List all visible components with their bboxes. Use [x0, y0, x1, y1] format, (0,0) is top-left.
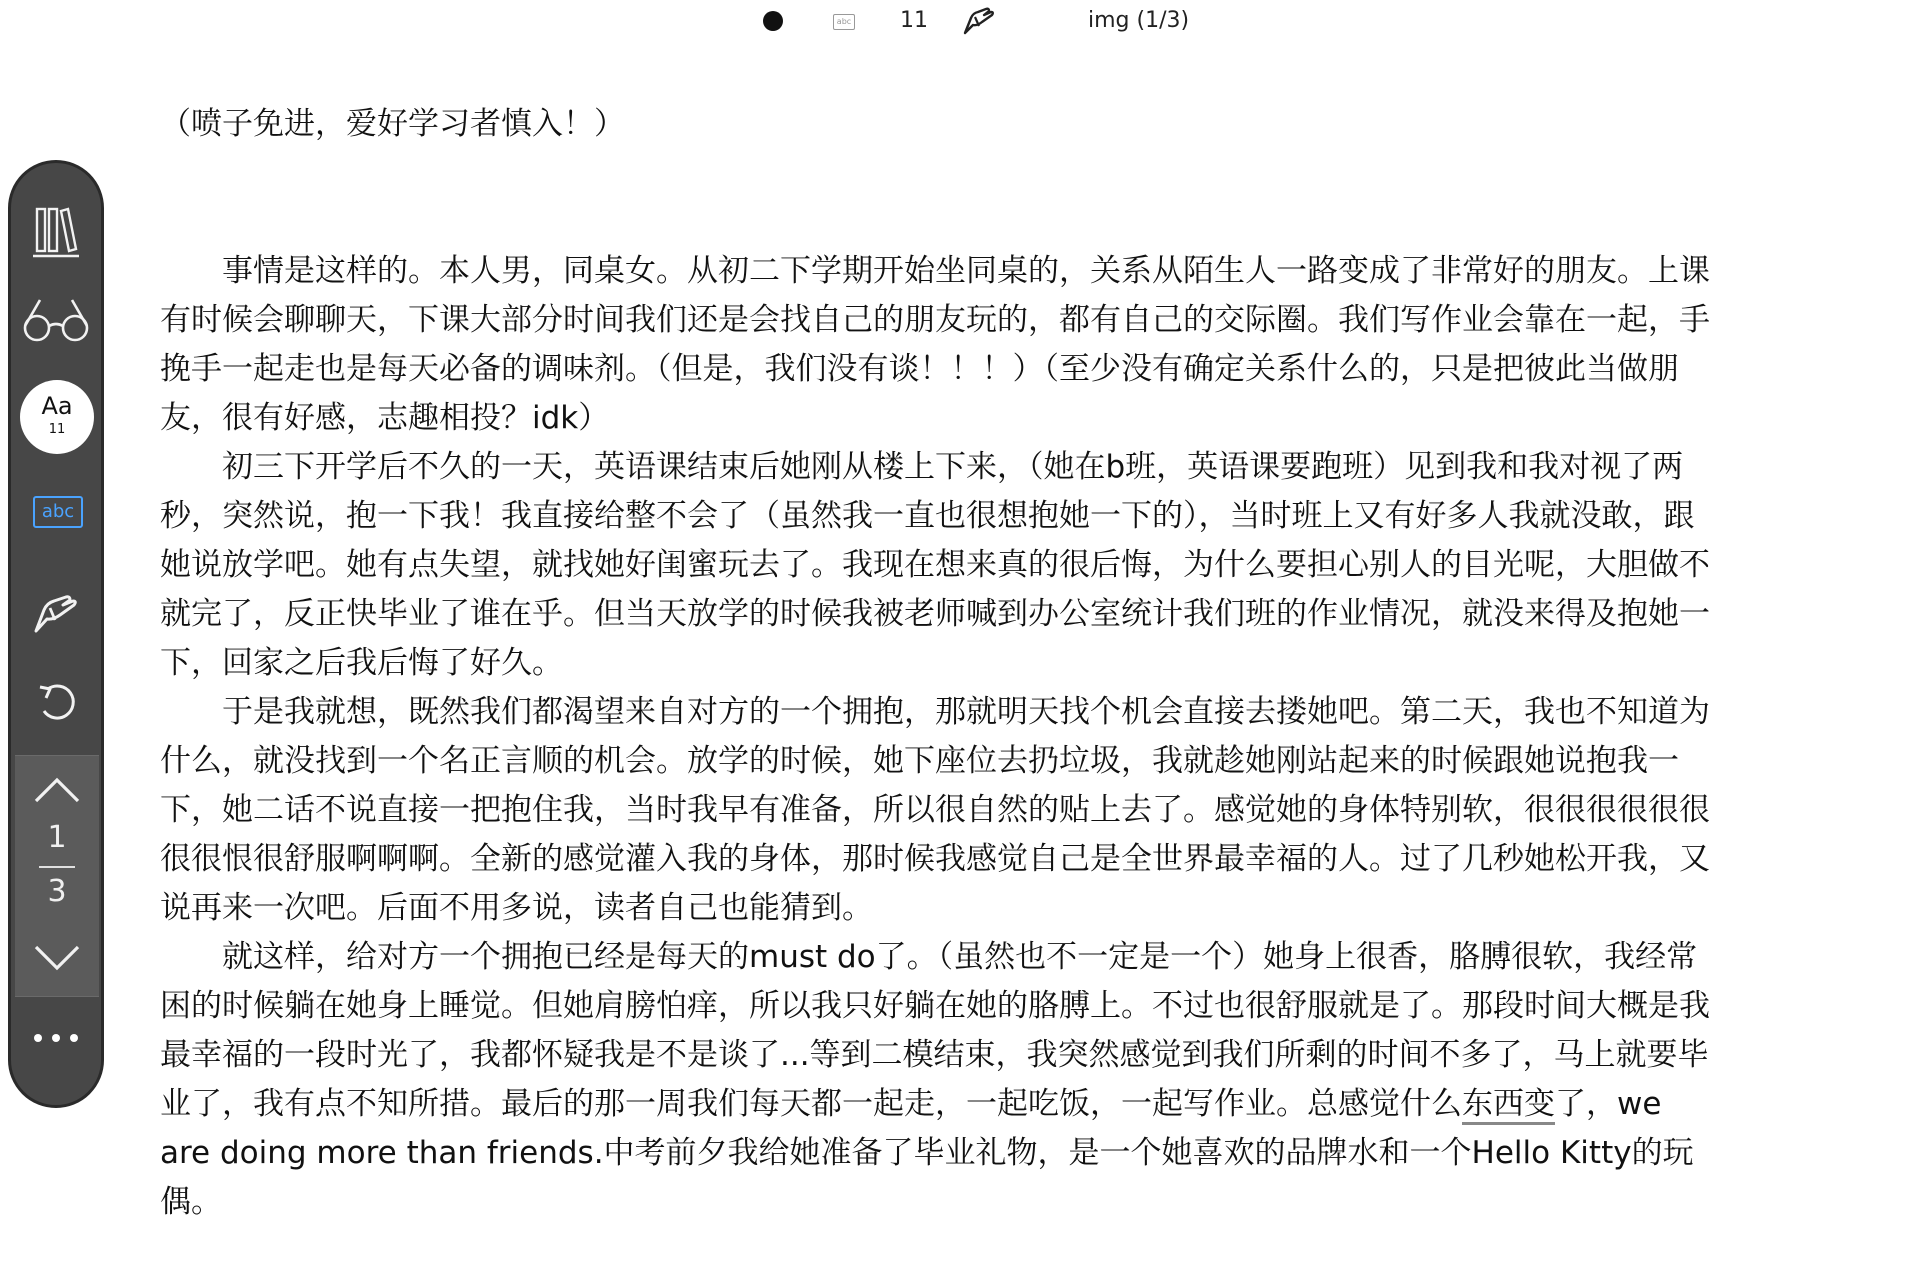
gesture-button[interactable]	[11, 583, 101, 641]
paragraph: 初三下开学后不久的一天，英语课结束后她刚从楼上下来，（她在b班，英语课要跑班）见到我和我对视了两秒，突然说，抱一下我！我直接给整不会了（虽然我一直也很想抱她一下的），当时班上又有好多人我就没敢，跟她说放学吧。她有点失望，就找她好闺蜜玩去了。我现在想来真的很后悔，为什么要担心别人的目光呢，大胆做不就完了，反正快毕业了谁在乎。但当天放学的时候我被老师喊到办公室统计我们班的作业情况，就没来得及抱她一下，回家之后我后悔了好久。	[160, 449, 1710, 681]
font-button-label: Aa	[41, 392, 73, 420]
current-page: 1	[47, 820, 67, 855]
more-dot-icon	[52, 1034, 60, 1042]
undo-button[interactable]	[11, 675, 101, 731]
paragraph: 事情是这样的。本人男，同桌女。从初二下学期开始坐同桌的，关系从陌生人一路变成了非常好的朋友。上课有时候会聊聊天，下课大部分时间我们还是会找自己的朋友玩的，都有自己的交际圈。我们写作业会靠在一起，手挽手一起走也是每天必备的调味剂。（但是，我们没有谈！！！）（至少没有确定关系什么的，只是把彼此当做朋友，很有好感，志趣相投？idk）	[160, 253, 1710, 436]
font-size-button[interactable]	[20, 380, 94, 454]
reader-toolbar	[8, 160, 104, 1108]
font-button-size: 11	[48, 422, 66, 437]
paragraph	[160, 933, 1710, 1227]
more-options-button[interactable]	[11, 1023, 101, 1053]
paragraph-text: 了，we are doing more than friends.中考前夕我给她准备了毕业礼物，是一个她喜欢的品牌水和一个Hello Kitty的玩偶。	[160, 1086, 1694, 1220]
document-body	[160, 100, 1710, 1227]
text-mode-button[interactable]: abc	[33, 496, 83, 528]
reading-glasses-button[interactable]	[11, 291, 101, 351]
undo-icon	[36, 681, 76, 725]
record-dot-icon[interactable]	[763, 11, 783, 31]
font-size-indicator: 11	[900, 8, 928, 33]
library-icon	[31, 203, 81, 259]
page-indicator: img (1/3)	[1088, 8, 1190, 33]
glasses-icon	[20, 296, 92, 346]
paragraph: 于是我就想，既然我们都渴望来自对方的一个拥抱，那就明天找个机会直接去搂她吧。第二天，我也不知道为什么，就没找到一个名正言顺的机会。放学的时候，她下座位去扔垃圾，我就趁她刚站起来的时候跟她说抱我一下，她二话不说直接一把抱住我，当时我早有准备，所以很自然的贴上去了。感觉她的身体特别软，很很很很很很很很恨很舒服啊啊啊。全新的感觉灌入我的身体，那时候我感觉自己是全世界最幸福的人。过了几秒她松开我，又说再来一次吧。后面不用多说，读者自己也能猜到。	[160, 694, 1710, 926]
more-dot-icon	[70, 1034, 78, 1042]
hand-gesture-icon[interactable]	[962, 4, 996, 36]
paragraph-text: 就这样，给对方一个拥抱已经是每天的must do了。（虽然也不一定是一个）她身上很香，胳膊很软，我经常困的时候躺在她身上睡觉。但她肩膀怕痒，所以我只好躺在她的胳膊上。不过也很舒服就是了。那段时间大概是我最幸福的一段时光了，我都怀疑我是不是谈了...等到二模结束，我突然感觉到我们所剩的时间不多了，马上就要毕业了，我有点不知所措。最后的那一周我们每天都一起走，一起吃饭，一起写作业。总感觉什么	[160, 939, 1710, 1122]
chevron-up-icon	[32, 775, 82, 805]
document-note: （喷子免进，爱好学习者慎入！）	[160, 106, 625, 142]
page-up-button[interactable]	[15, 766, 99, 814]
chevron-down-icon	[32, 943, 82, 973]
page-navigator	[15, 755, 99, 997]
page-divider	[39, 866, 75, 868]
status-bar	[0, 0, 1920, 44]
page-down-button[interactable]	[15, 934, 99, 982]
more-dot-icon	[34, 1034, 42, 1042]
library-button[interactable]	[11, 201, 101, 261]
abc-icon[interactable]: abc	[833, 14, 855, 30]
total-pages: 3	[47, 874, 67, 909]
underlined-text: 东西变	[1462, 1086, 1555, 1122]
hand-gesture-icon	[31, 589, 81, 635]
